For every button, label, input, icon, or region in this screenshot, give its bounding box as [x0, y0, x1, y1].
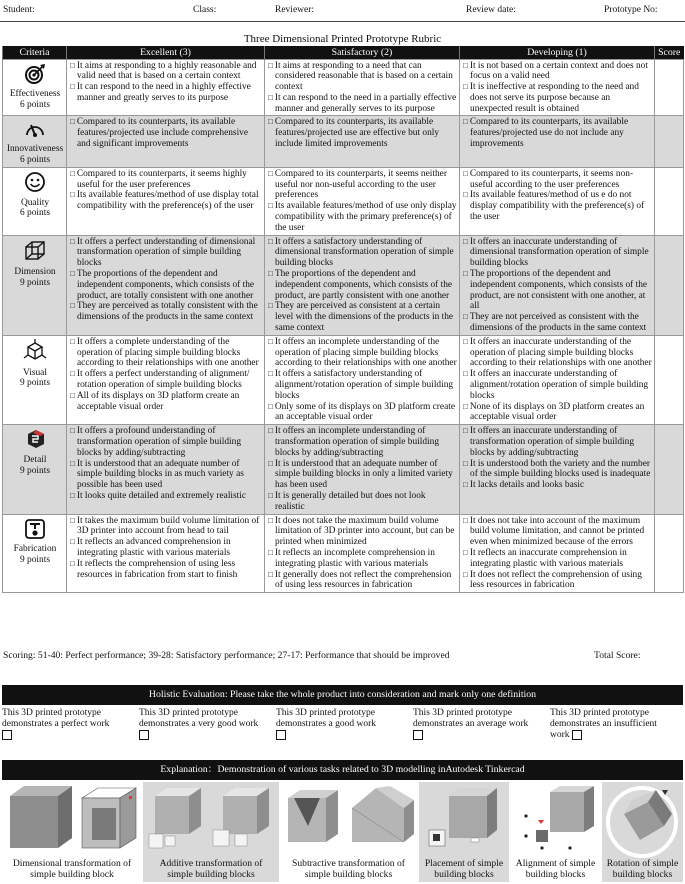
developing-cell [460, 59, 655, 116]
criterion-bullet: □ It does not reflect the comprehension of using less resources in fabrication [463, 570, 652, 592]
holistic-option-very-good[interactable]: This 3D printed prototype demonstrates a very good work [139, 708, 258, 741]
criterion-bullet: □ Compared to its counterparts, it seems non-useful according to the user preferences [463, 169, 652, 191]
criterion-bullet: □ It aims at responding to a highly reasonable and valid need that is based on a certain context [70, 61, 262, 83]
developing-cell [460, 235, 655, 335]
excellent-cell [67, 59, 265, 116]
holistic-option-average[interactable]: This 3D printed prototype demonstrates an average work [413, 708, 528, 741]
satisfactory-cell [265, 335, 460, 424]
criteria-cell [3, 335, 67, 424]
score-cell[interactable] [655, 167, 684, 235]
criterion-bullet: □ It lacks details and looks basic [463, 480, 652, 491]
criterion-bullet: □ They are perceived as totally consistent with the dimensions of the products in the same context [70, 301, 262, 323]
criterion-bullet: □ Only some of its displays on 3D platform create an acceptable visual order [268, 402, 457, 424]
holistic-option-perfect[interactable]: This 3D printed prototype demonstrates a perfect work [2, 708, 109, 741]
prototype-no-label: Prototype No: [604, 5, 658, 15]
rubric-table [2, 46, 684, 593]
criterion-bullet: □ It offers an inaccurate understanding of transformation operation of simple building blocks by adding/subtracting [463, 426, 652, 458]
criterion-bullet: □ Compared to its counterparts, it seems neither useful nor non-useful according to the user preferences [268, 169, 457, 201]
criterion-bullet: □ It offers a complete understanding of the operation of placing simple building blocks according to their relationships with one another [70, 337, 262, 369]
satisfactory-cell [265, 514, 460, 593]
placement-illustration [419, 786, 509, 858]
criterion-bullet: □ Compared to its counterparts, its available features/projected use include comprehensive and significant improvements [70, 117, 262, 149]
criterion-bullet: □ It aims at responding to a need that can considered reasonable that is based on a certain context [268, 61, 457, 93]
col-excellent: Excellent (3) [67, 46, 265, 59]
criterion-bullet: □ It takes the maximum build volume limitation of 3D printer into account from head to tail [70, 516, 262, 538]
satisfactory-cell [265, 167, 460, 235]
header-fields [0, 0, 685, 22]
criteria-name: Dimension [14, 267, 56, 278]
rubric-row-quality [3, 167, 684, 235]
target-icon [6, 63, 64, 89]
explanation-heading: Explanation：Demonstration of various tasks related to 3D modelling inAutodesk Tinkercad [2, 760, 683, 780]
criterion-bullet: □ Compared to its counterparts, its available features/projected use are effective but only include limited improvements [268, 117, 457, 149]
checkbox[interactable] [2, 730, 12, 740]
score-cell[interactable] [655, 335, 684, 424]
excellent-cell [67, 514, 265, 593]
rubric-row-visual [3, 335, 684, 424]
additive-illustration [143, 786, 279, 858]
criterion-bullet: □ The proportions of the dependent and independent components, which consists of the product, are totally consistent with one another [70, 269, 262, 301]
criterion-bullet: □ It offers an incomplete understanding of the operation of placing simple building blocks according to their relationships with one another [268, 337, 457, 369]
criterion-bullet: □ It offers a perfect understanding of alignment/ rotation operation of simple building blocks [70, 369, 262, 391]
criterion-bullet: □ It offers a perfect understanding of dimensional transformation operation of simple building blocks [70, 237, 262, 269]
developing-cell [460, 116, 655, 167]
smiley-icon [6, 171, 64, 197]
excellent-cell [67, 425, 265, 514]
criterion-bullet: □ Its available features/method of use display total compatibility with the preference(s) of the user [70, 190, 262, 212]
criterion-bullet: □ It is generally detailed but does not look realistic [268, 491, 457, 513]
review-date-label: Review date: [466, 5, 516, 15]
developing-cell [460, 425, 655, 514]
checkbox[interactable] [276, 730, 286, 740]
satisfactory-cell [265, 116, 460, 167]
criterion-bullet: □ It reflects the comprehension of using less resources in fabrication from start to finish [70, 559, 262, 581]
checkbox[interactable] [413, 730, 423, 740]
rubric-row-dimension [3, 235, 684, 335]
criterion-bullet: □ None of its displays on 3D platform creates an acceptable visual order [463, 402, 652, 424]
criterion-bullet: □ It can respond to the need in a partially effective manner and generally serves to its purpose [268, 93, 457, 115]
developing-cell [460, 514, 655, 593]
criteria-name: Visual [23, 367, 47, 378]
excellent-cell [67, 167, 265, 235]
rubric-row-detail [3, 425, 684, 514]
reviewer-label: Reviewer: [275, 5, 315, 15]
score-cell[interactable] [655, 116, 684, 167]
criterion-bullet: □ It does not take the maximum build volume limitation of 3D printer into account, but can be printed when minimized [268, 516, 457, 548]
panel-dimensional: Dimensional transformation of simple building block [2, 782, 142, 882]
developing-cell [460, 167, 655, 235]
criterion-bullet: □ The proportions of the dependent and independent components, which consists of the product, are not consistent with one another, at all [463, 269, 652, 312]
criteria-cell [3, 59, 67, 116]
criterion-bullet: □ It can respond to the need in a highly effective manner and greatly serves to its purpose [70, 82, 262, 104]
wireframe-cube-icon [6, 239, 64, 267]
scoring-text: Scoring: 51-40: Perfect performance; 39-28: Satisfactory performance; 27-17: Performance that should be improved [3, 650, 450, 661]
score-cell[interactable] [655, 59, 684, 116]
dimensional-illustration [2, 786, 142, 858]
score-cell[interactable] [655, 235, 684, 335]
score-cell[interactable] [655, 514, 684, 593]
col-satisfactory: Satisfactory (2) [265, 46, 460, 59]
excellent-cell [67, 235, 265, 335]
criterion-bullet: □ It looks quite detailed and extremely realistic [70, 491, 262, 502]
excellent-cell [67, 116, 265, 167]
score-cell[interactable] [655, 425, 684, 514]
criterion-bullet: □ It is understood that an adequate number of simple building blocks in as much variety as possible has been used [70, 459, 262, 491]
criterion-bullet: □ It is not based on a certain context and does not focus on a valid need [463, 61, 652, 83]
criterion-bullet: □ Its available features/method of us e do not display compatibility with the preference(s) of the user [463, 190, 652, 222]
criteria-points: 9 points [20, 378, 50, 389]
scoring-note [3, 650, 683, 661]
alignment-illustration [510, 786, 601, 858]
criterion-bullet: □ It does not take into account of the maximum build volume limitation, and cannot be printed even when minimized because of the errors [463, 516, 652, 548]
criterion-bullet: □ It offers an inaccurate understanding of alignment/rotation operation of simple building blocks [463, 369, 652, 401]
criteria-points: 9 points [20, 278, 50, 289]
satisfactory-cell [265, 59, 460, 116]
criterion-bullet: □ Its available features/method of use only display compatibility with the primary preference(s) of the user [268, 201, 457, 233]
rotation-illustration [602, 786, 683, 858]
holistic-heading: Holistic Evaluation: Please take the whole product into consideration and mark only one definition [2, 685, 683, 705]
student-label: Student: [3, 5, 35, 15]
criterion-bullet: □ It reflects an advanced comprehension in integrating plastic with various materials [70, 537, 262, 559]
checkbox[interactable] [139, 730, 149, 740]
developing-cell [460, 335, 655, 424]
panel-alignment: Alignment of simple building blocks [510, 782, 601, 882]
cube-axes-icon [6, 339, 64, 367]
holistic-option-good[interactable]: This 3D printed prototype demonstrates a good work [276, 708, 376, 741]
criterion-bullet: □ It offers an incomplete understanding of transformation operation of simple building blocks by adding/subtracting [268, 426, 457, 458]
rubric-row-innovativeness [3, 116, 684, 167]
criterion-bullet: □ They are perceived as consistent at a certain level with the dimensions of the products in the same context [268, 301, 457, 333]
criteria-name: Innovativeness [6, 144, 64, 155]
criterion-bullet: □ It offers a satisfactory understanding of alignment/rotation operation of simple building blocks [268, 369, 457, 401]
criterion-bullet: □ It is understood both the variety and the number of the simple building blocks used is inadequate [463, 459, 652, 481]
holistic-option-insufficient[interactable]: This 3D printed prototype demonstrates an insufficient work [550, 708, 657, 741]
rubric-row-fabrication [3, 514, 684, 593]
page-title: Three Dimensional Printed Prototype Rubric [243, 33, 442, 45]
holistic-options [2, 705, 683, 745]
criterion-bullet: □ It generally does not reflect the comprehension of using less resources in fabrication [268, 570, 457, 592]
printer-3d-icon [6, 518, 64, 544]
criteria-name: Detail [23, 455, 47, 465]
criteria-name: Effectiveness [9, 89, 61, 100]
criterion-bullet: □ They are not perceived as consistent with the dimensions of the products in the same context [463, 312, 652, 334]
criteria-name: Fabrication [13, 544, 57, 555]
panel-placement: Placement of simple building blocks [419, 782, 509, 882]
criterion-bullet: □ The proportions of the dependent and independent components, which consists of the product, are partly consistent with one another [268, 269, 457, 301]
class-label: Class: [193, 5, 217, 15]
col-score: Score [655, 46, 684, 59]
criteria-points: 9 points [20, 555, 50, 566]
criterion-bullet: □ It is ineffective at responding to the need and does not serve its purpose because an unexpected result is obtained [463, 82, 652, 114]
criteria-cell [3, 514, 67, 593]
criteria-points: 9 points [20, 465, 50, 476]
satisfactory-cell [265, 235, 460, 335]
rubric-row-effectiveness [3, 59, 684, 116]
criterion-bullet: □ It offers an inaccurate understanding of dimensional transformation operation of simple building blocks [463, 237, 652, 269]
subtractive-illustration [280, 786, 417, 858]
rubric-header-row [3, 46, 684, 59]
checkbox[interactable] [572, 730, 582, 740]
explanation-panels [2, 782, 683, 882]
panel-subtractive: Subtractive transformation of simple building blocks [280, 782, 417, 882]
satisfactory-cell [265, 425, 460, 514]
criteria-cell [3, 425, 67, 514]
criterion-bullet: □ All of its displays on 3D platform create an acceptable visual order [70, 391, 262, 413]
panel-additive: Additive transformation of simple building blocks [143, 782, 279, 882]
panel-rotation: Rotation of simple building blocks [602, 782, 683, 882]
excellent-cell [67, 335, 265, 424]
criteria-points: 6 points [20, 155, 50, 166]
criterion-bullet: □ It offers an inaccurate understanding of the operation of placing simple building blocks according to their relationships with one another [463, 337, 652, 369]
col-developing: Developing (1) [460, 46, 655, 59]
criteria-points: 6 points [20, 100, 50, 111]
criteria-cell [3, 167, 67, 235]
criteria-cell [3, 235, 67, 335]
total-score-label: Total Score: [594, 650, 641, 661]
criterion-bullet: □ It offers a satisfactory understanding of dimensional transformation operation of simple building blocks [268, 237, 457, 269]
criterion-bullet: □ It reflects an incomplete comprehension in integrating plastic with various materials [268, 548, 457, 570]
criteria-name: Quality [20, 197, 50, 208]
criterion-bullet: □ Compared to its counterparts, it seems highly useful for the user preferences [70, 169, 262, 191]
col-criteria: Criteria [3, 46, 67, 59]
criterion-bullet: □ It is understood that an adequate number of simple building blocks in only a limited variety has been used [268, 459, 457, 491]
criterion-bullet: □ Compared to its counterparts, its available features/projected use do not include any improvements [463, 117, 652, 149]
gauge-icon [6, 119, 64, 143]
criterion-bullet: □ It reflects an inaccurate comprehension in integrating plastic with various materials [463, 548, 652, 570]
criterion-bullet: □ It offers a profound understanding of transformation operation of simple building blocks by adding/subtracting [70, 426, 262, 458]
criteria-cell [3, 116, 67, 167]
criteria-points: 6 points [20, 208, 50, 219]
sketchup-icon [6, 428, 64, 454]
